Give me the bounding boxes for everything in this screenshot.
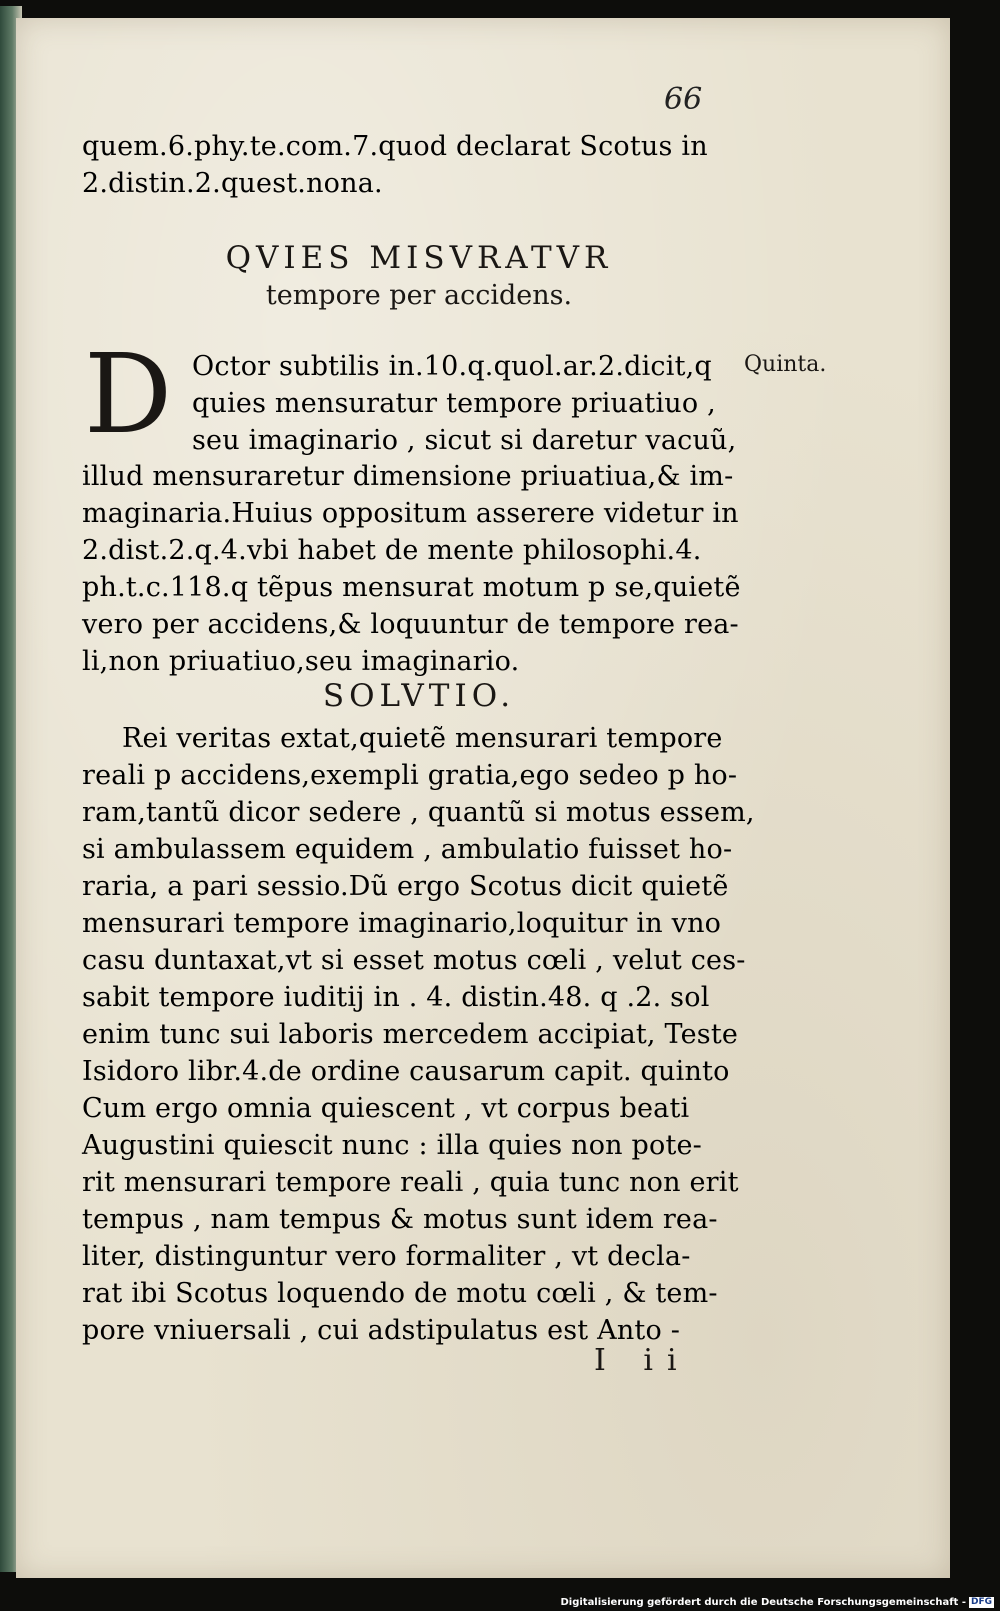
- paragraph-solutio: [82, 720, 755, 1349]
- credit-text: Digitalisierung gefördert durch die Deutsche Forschungsgemeinschaft -: [560, 1597, 966, 1608]
- text-line: liter, distinguntur vero formaliter , vt decla-: [82, 1241, 691, 1272]
- text-line: enim tunc sui laboris mercedem accipiat, Teste: [82, 1019, 739, 1050]
- text-line: li,non priuatiuo,seu imaginario.: [82, 646, 520, 677]
- text-line: quem.6.phy.te.com.7.quod declarat Scotus in: [82, 131, 708, 162]
- text-line: casu duntaxat,vt si esset motus cœli , velut ces-: [82, 945, 746, 976]
- dfg-logo: DFG: [970, 1597, 992, 1607]
- text-line: reali p accidens,exempli gratia,ego sedeo p ho-: [82, 760, 738, 791]
- text-line: Rei veritas extat,quietẽ mensurari tempore: [122, 723, 723, 754]
- continuation-text: [82, 128, 708, 202]
- book-page: [16, 18, 950, 1578]
- text-line: rat ibi Scotus loquendo de motu cœli , & tem-: [82, 1278, 718, 1309]
- paragraph-intro-indented: [192, 348, 736, 459]
- text-line: Augustini quiescit nunc : illa quies non pote-: [82, 1130, 703, 1161]
- text-line: ph.t.c.118.q tẽpus mensurat motum p se,quietẽ: [82, 572, 741, 603]
- text-line: pore vniuersali , cui adstipulatus est Anto -: [82, 1315, 681, 1346]
- text-line: seu imaginario , sicut si daretur vacuũ,: [192, 425, 737, 456]
- margin-note: Quinta.: [744, 352, 827, 377]
- section-subheading: tempore per accidens.: [265, 280, 573, 311]
- text-line: tempus , nam tempus & motus sunt idem rea-: [82, 1204, 718, 1235]
- drop-cap-initial: D: [84, 330, 173, 458]
- text-line: 2.dist.2.q.4.vbi habet de mente philosophi.4.: [82, 535, 702, 566]
- text-line: maginaria.Huius oppositum asserere videtur in: [82, 498, 739, 529]
- text-line: Cum ergo omnia quiescent , vt corpus beati: [82, 1093, 690, 1124]
- paragraph-intro-continued: [82, 458, 741, 680]
- text-line: sabit tempore iuditij in . 4. distin.48. q .2. sol: [82, 982, 710, 1013]
- text-line: illud mensuraretur dimensione priuatiua,& im-: [82, 461, 734, 492]
- text-line: rit mensurari tempore reali , quia tunc non erit: [82, 1167, 739, 1198]
- text-line: 2.distin.2.quest.nona.: [82, 168, 383, 199]
- text-line: raria, a pari sessio.Dũ ergo Scotus dicit quietẽ: [82, 871, 729, 902]
- text-line: mensurari tempore imaginario,loquitur in vno: [82, 908, 722, 939]
- solutio-heading: SOLVTIO.: [322, 678, 516, 714]
- section-heading: QVIES MISVRATVR: [225, 240, 613, 276]
- text-line: Octor subtilis in.10.q.quol.ar.2.dicit,q: [192, 351, 712, 382]
- text-line: Isidoro libr.4.de ordine causarum capit. quinto: [82, 1056, 730, 1087]
- text-line: ram,tantũ dicor sedere , quantũ si motus essem,: [82, 797, 755, 828]
- text-line: quies mensuratur tempore priuatiuo ,: [192, 388, 716, 419]
- signature-mark: I ii: [594, 1343, 691, 1378]
- page-number: 66: [664, 82, 703, 117]
- text-line: vero per accidens,& loquuntur de tempore rea-: [82, 609, 739, 640]
- digitization-credit: [560, 1597, 994, 1608]
- text-line: si ambulassem equidem , ambulatio fuisset ho-: [82, 834, 733, 865]
